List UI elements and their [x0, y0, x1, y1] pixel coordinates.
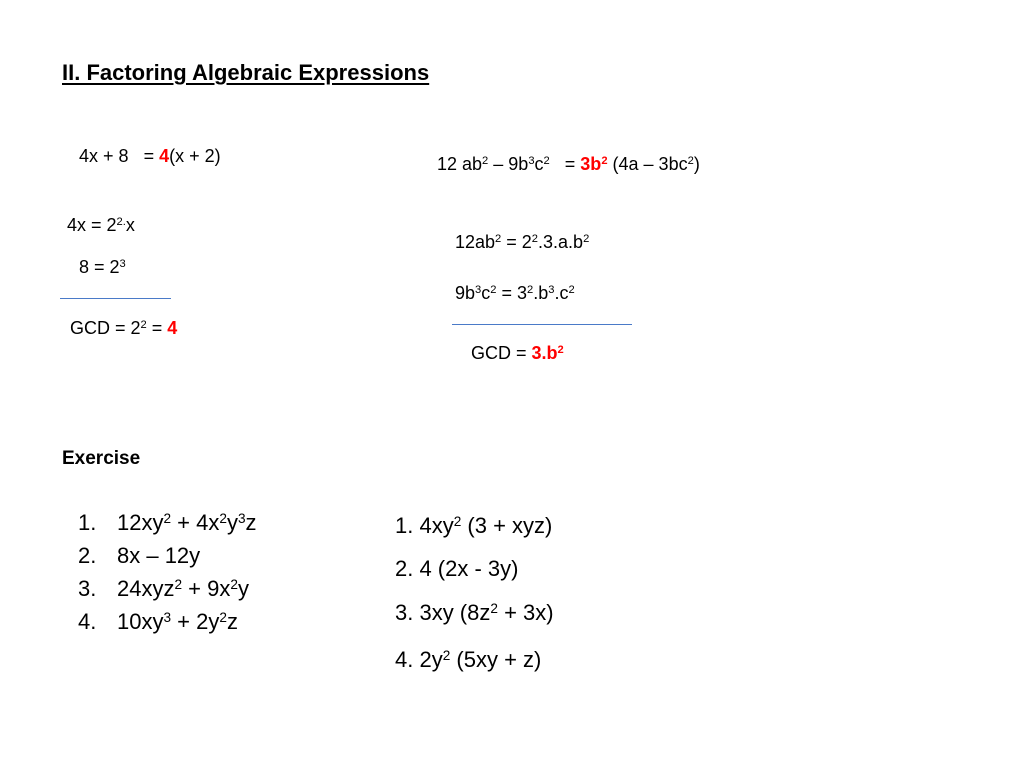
- answer-3: [395, 600, 554, 626]
- example2-gcd-text: GCD =: [471, 343, 532, 363]
- example2-lhs-exp3: 2: [543, 154, 550, 167]
- exercise-item-1: [78, 506, 257, 539]
- exercise-exp: 3: [163, 609, 172, 625]
- example2-rest-text: (4a – 3bc: [607, 154, 688, 174]
- exercise-item-2: [78, 539, 257, 572]
- example2-lhs-exp2: 3: [528, 154, 535, 167]
- example1-line2-text: 8 = 2: [79, 257, 120, 277]
- answer-text: + 3x): [497, 600, 554, 625]
- exercise-term: z: [226, 609, 238, 634]
- example2-rest-exp: 2: [687, 154, 694, 167]
- example1-equals: =: [143, 146, 155, 166]
- example2-line2-exp2: 2: [490, 283, 497, 296]
- example2-line2-d: .b: [533, 283, 549, 303]
- exercise-term: z: [245, 510, 257, 535]
- example1-gcd-result: 4: [167, 318, 178, 338]
- example1-factor: 4: [159, 146, 170, 166]
- answer-text: 4. 2y: [395, 647, 443, 672]
- exercise-list: [78, 506, 257, 638]
- example2-line1-exp3: 2: [583, 232, 590, 245]
- example2-lhs-c: c: [534, 154, 544, 174]
- exercise-item-3: [78, 572, 257, 605]
- exercise-term: 8x – 12y: [117, 543, 201, 568]
- answer-text: 1. 4xy: [395, 513, 454, 538]
- example2-line2-exp4: 3: [548, 283, 555, 296]
- example1-divider: [60, 298, 171, 299]
- example2-line1-exp2: 2: [531, 232, 539, 245]
- example2-line1-a: 12ab: [455, 232, 496, 252]
- example1-line1: [67, 215, 135, 236]
- example2-line2-e: .c: [554, 283, 569, 303]
- example2-gcd-result: [532, 343, 564, 363]
- example2-lhs-b: – 9b: [488, 154, 529, 174]
- example1-gcd: [70, 318, 177, 339]
- answer-exp: 2: [490, 600, 498, 616]
- example2-line1-c: .3.a.b: [538, 232, 584, 252]
- answer-text: 3. 3xy (8z: [395, 600, 491, 625]
- exercise-term: 10xy: [117, 609, 164, 634]
- example1-line2-exp: 3: [119, 257, 126, 270]
- example1-line1-var: x: [125, 215, 135, 235]
- example2-line1-b: = 2: [501, 232, 532, 252]
- example1-gcd-exp: 2: [140, 318, 147, 331]
- example1-line2: [79, 257, 126, 278]
- example2-line2: [455, 283, 575, 304]
- example2-line2-exp5: 2: [568, 283, 575, 296]
- example1-gcd-equals: =: [146, 318, 168, 338]
- example1-line1-text: 4x = 2: [67, 215, 117, 235]
- answer-exp: 2: [442, 647, 451, 663]
- exercise-exp: 2: [230, 576, 238, 592]
- exercise-term: y: [237, 576, 249, 601]
- exercise-exp: 2: [219, 609, 227, 625]
- answer-4: [395, 647, 541, 673]
- example2-lhs-exp1: 2: [482, 154, 489, 167]
- example2-factor-text: 3b: [580, 154, 602, 174]
- exercise-exp: 2: [174, 576, 183, 592]
- example1-rest: (x + 2): [169, 146, 221, 166]
- example2-line2-c: = 3: [496, 283, 527, 303]
- exercise-item-number: 1.: [78, 510, 97, 535]
- exercise-item-4: [78, 605, 257, 638]
- example2-equals: =: [564, 154, 576, 174]
- example2-divider: [452, 324, 632, 325]
- answer-text: (5xy + z): [450, 647, 542, 672]
- answer-1: [395, 513, 552, 539]
- example2-gcd: [471, 343, 564, 364]
- example2-factor: [580, 154, 607, 174]
- exercise-exp: 3: [237, 510, 246, 526]
- example2-gcd-result-text: 3.b: [531, 343, 558, 363]
- exercise-term: 24xyz: [117, 576, 175, 601]
- answer-text: (3 + xyz): [461, 513, 553, 538]
- example2-rest-close: ): [693, 154, 700, 174]
- example1-line1-exp: 2: [116, 215, 123, 228]
- example1-gcd-text: GCD = 2: [70, 318, 141, 338]
- page-title: II. Factoring Algebraic Expressions: [62, 60, 430, 85]
- exercise-item-number: 2.: [78, 543, 97, 568]
- example2-line2-a: 9b: [455, 283, 476, 303]
- exercise-exp: 2: [219, 510, 227, 526]
- example2-lhs-a: 12 ab: [437, 154, 483, 174]
- exercise-item-number: 3.: [78, 576, 97, 601]
- example1-equation: [79, 146, 221, 167]
- example2-line1: [455, 232, 589, 253]
- answer-exp: 2: [453, 513, 462, 529]
- example2-gcd-result-exp: 2: [557, 343, 564, 356]
- example2-line1-exp1: 2: [495, 232, 502, 245]
- example1-lhs: 4x + 8: [79, 146, 129, 166]
- exercise-heading: Exercise: [62, 448, 141, 469]
- example2-line2-exp1: 3: [475, 283, 482, 296]
- exercise-term: + 2y: [171, 609, 220, 634]
- exercise-term: + 9x: [182, 576, 231, 601]
- answer-text: 2. 4 (2x - 3y): [395, 556, 519, 581]
- example2-equation: [437, 154, 700, 175]
- example1-line1-dot: .: [122, 215, 126, 228]
- example2-line2-b: c: [481, 283, 491, 303]
- exercise-exp: 2: [163, 510, 172, 526]
- exercise-item-number: 4.: [78, 609, 97, 634]
- answer-2: [395, 556, 518, 582]
- exercise-term: 12xy: [117, 510, 164, 535]
- exercise-term: + 4x: [171, 510, 220, 535]
- example2-factor-exp: 2: [601, 154, 608, 167]
- exercise-term: y: [226, 510, 238, 535]
- example2-line2-exp3: 2: [527, 283, 534, 296]
